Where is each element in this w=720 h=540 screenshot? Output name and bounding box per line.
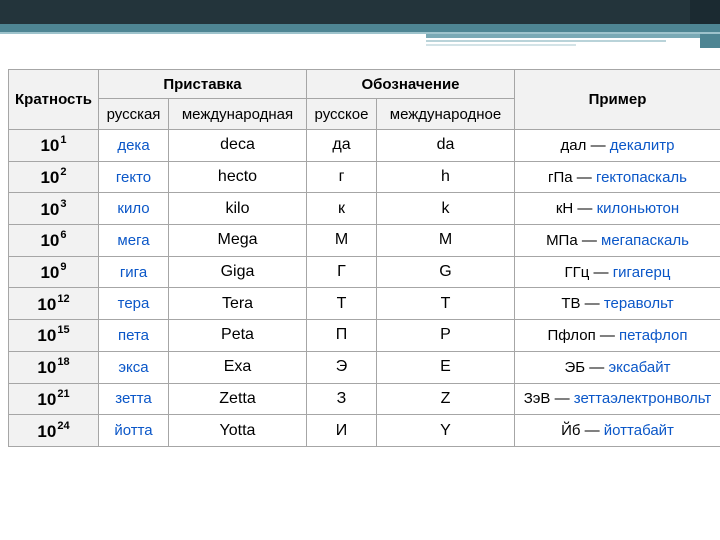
symbol-international: k bbox=[377, 193, 515, 225]
symbol-russian: Т bbox=[307, 288, 377, 320]
header-band-teal bbox=[0, 24, 720, 32]
multiplicity-cell bbox=[9, 383, 99, 415]
table-row bbox=[9, 256, 720, 288]
example-dash: — bbox=[580, 295, 604, 313]
power-base: 10 bbox=[40, 168, 60, 188]
symbol-international: Z bbox=[377, 383, 515, 415]
example-unit-link[interactable]: мегапаскаль bbox=[601, 231, 689, 249]
prefix-international: Peta bbox=[169, 320, 307, 352]
multiplicity-cell bbox=[9, 351, 99, 383]
example-dash: — bbox=[595, 326, 620, 344]
header-russian: русская bbox=[99, 99, 169, 130]
symbol-international: P bbox=[377, 320, 515, 352]
example-cell bbox=[515, 130, 720, 162]
symbol-international: G bbox=[377, 256, 515, 288]
example-symbol: ГГц bbox=[564, 263, 590, 281]
symbol-international: h bbox=[377, 161, 515, 193]
decor-line-2 bbox=[426, 40, 666, 42]
example-cell bbox=[515, 415, 720, 447]
header-russian-symbol: русское bbox=[307, 99, 377, 130]
power-exponent: 9 bbox=[60, 261, 67, 274]
example-symbol: кН bbox=[555, 200, 574, 218]
example-unit-link[interactable]: эксабайт bbox=[608, 358, 671, 376]
prefix-russian-link[interactable]: дека bbox=[99, 130, 169, 162]
example-cell bbox=[515, 320, 720, 352]
example-unit-link[interactable]: йоттабайт bbox=[603, 422, 674, 440]
example-dash: — bbox=[580, 422, 604, 440]
example-symbol: ЗэВ bbox=[523, 390, 551, 408]
example-cell bbox=[515, 351, 720, 383]
symbol-international: da bbox=[377, 130, 515, 162]
power-exponent: 6 bbox=[60, 229, 67, 242]
symbol-russian: г bbox=[307, 161, 377, 193]
prefix-russian-link[interactable]: гекто bbox=[99, 161, 169, 193]
multiplicity-cell bbox=[9, 161, 99, 193]
power-exponent: 24 bbox=[57, 419, 70, 432]
example-cell bbox=[515, 193, 720, 225]
example-cell bbox=[515, 383, 720, 415]
example-dash: — bbox=[550, 390, 574, 408]
symbol-russian: З bbox=[307, 383, 377, 415]
power-base: 10 bbox=[40, 199, 60, 219]
symbol-international: E bbox=[377, 351, 515, 383]
power-base: 10 bbox=[37, 326, 57, 346]
table-row bbox=[9, 383, 720, 415]
example-unit-link[interactable]: зеттаэлектронвольт bbox=[573, 390, 712, 408]
header-multiplicity: Кратность bbox=[9, 70, 99, 130]
header-international: международная bbox=[169, 99, 307, 130]
prefix-russian-link[interactable]: кило bbox=[99, 193, 169, 225]
example-symbol: Пфлоп bbox=[547, 326, 596, 344]
prefix-russian-link[interactable]: гига bbox=[99, 256, 169, 288]
power-base: 10 bbox=[40, 136, 60, 156]
example-dash: — bbox=[589, 263, 613, 281]
symbol-international: M bbox=[377, 225, 515, 257]
multiplicity-cell bbox=[9, 288, 99, 320]
symbol-russian: Г bbox=[307, 256, 377, 288]
slide-header-decoration bbox=[0, 0, 720, 60]
decor-line-1 bbox=[426, 34, 720, 38]
prefix-russian-link[interactable]: йотта bbox=[99, 415, 169, 447]
table-body bbox=[9, 130, 720, 447]
prefix-international: Mega bbox=[169, 225, 307, 257]
example-symbol: дал bbox=[560, 136, 587, 154]
power-exponent: 3 bbox=[60, 197, 67, 210]
decor-line-3 bbox=[426, 44, 576, 46]
example-cell bbox=[515, 288, 720, 320]
power-base: 10 bbox=[40, 263, 60, 283]
symbol-russian: П bbox=[307, 320, 377, 352]
example-unit-link[interactable]: петафлоп bbox=[619, 326, 688, 344]
example-dash: — bbox=[585, 358, 609, 376]
power-base: 10 bbox=[37, 389, 57, 409]
header-band-corner bbox=[690, 0, 720, 24]
example-unit-link[interactable]: гектопаскаль bbox=[595, 168, 687, 186]
symbol-russian: к bbox=[307, 193, 377, 225]
example-dash: — bbox=[586, 136, 610, 154]
symbol-international: Y bbox=[377, 415, 515, 447]
prefix-international: kilo bbox=[169, 193, 307, 225]
prefix-international: deca bbox=[169, 130, 307, 162]
example-cell bbox=[515, 225, 720, 257]
example-dash: — bbox=[577, 231, 602, 249]
example-unit-link[interactable]: гигагерц bbox=[612, 263, 671, 281]
multiplicity-cell bbox=[9, 130, 99, 162]
symbol-russian: М bbox=[307, 225, 377, 257]
prefix-international: Exa bbox=[169, 351, 307, 383]
example-unit-link[interactable]: килоньютон bbox=[596, 200, 680, 218]
header-international-symbol: международное bbox=[377, 99, 515, 130]
prefix-international: Giga bbox=[169, 256, 307, 288]
table-row bbox=[9, 193, 720, 225]
power-exponent: 18 bbox=[57, 356, 70, 369]
prefix-international: Yotta bbox=[169, 415, 307, 447]
header-example: Пример bbox=[515, 70, 720, 130]
prefix-russian-link[interactable]: мега bbox=[99, 225, 169, 257]
multiplicity-cell bbox=[9, 415, 99, 447]
multiplicity-cell bbox=[9, 256, 99, 288]
power-base: 10 bbox=[37, 421, 57, 441]
symbol-russian: Э bbox=[307, 351, 377, 383]
prefix-russian-link[interactable]: пета bbox=[99, 320, 169, 352]
table-header bbox=[9, 70, 720, 130]
power-exponent: 2 bbox=[60, 166, 67, 179]
prefix-international: Zetta bbox=[169, 383, 307, 415]
prefix-international: Tera bbox=[169, 288, 307, 320]
multiplicity-cell bbox=[9, 225, 99, 257]
example-dash: — bbox=[572, 168, 596, 186]
example-symbol: ТВ bbox=[561, 295, 581, 313]
example-cell bbox=[515, 256, 720, 288]
symbol-russian: да bbox=[307, 130, 377, 162]
table-row bbox=[9, 288, 720, 320]
table-row bbox=[9, 415, 720, 447]
header-prefix: Приставка bbox=[99, 70, 307, 99]
example-symbol: МПа bbox=[546, 231, 578, 249]
power-base: 10 bbox=[37, 294, 57, 314]
example-symbol: ЭБ bbox=[564, 358, 586, 376]
prefix-russian-link[interactable]: зетта bbox=[99, 383, 169, 415]
header-designation: Обозначение bbox=[307, 70, 515, 99]
table-row bbox=[9, 130, 720, 162]
table-row bbox=[9, 351, 720, 383]
example-unit-link[interactable]: теравольт bbox=[603, 295, 674, 313]
multiplicity-cell bbox=[9, 193, 99, 225]
table-row bbox=[9, 161, 720, 193]
power-base: 10 bbox=[37, 358, 57, 378]
table-row bbox=[9, 225, 720, 257]
header-band-dark bbox=[0, 0, 720, 24]
symbol-russian: И bbox=[307, 415, 377, 447]
decor-block-right bbox=[700, 34, 720, 48]
example-symbol: гПа bbox=[548, 168, 573, 186]
power-exponent: 15 bbox=[57, 324, 70, 337]
prefix-russian-link[interactable]: тера bbox=[99, 288, 169, 320]
example-dash: — bbox=[573, 200, 597, 218]
example-cell bbox=[515, 161, 720, 193]
symbol-international: T bbox=[377, 288, 515, 320]
example-unit-link[interactable]: декалитр bbox=[609, 136, 675, 154]
multiplicity-cell bbox=[9, 320, 99, 352]
si-prefix-table bbox=[8, 69, 720, 447]
prefix-russian-link[interactable]: экса bbox=[99, 351, 169, 383]
power-exponent: 21 bbox=[57, 387, 70, 400]
example-symbol: Йб bbox=[561, 422, 581, 440]
prefix-international: hecto bbox=[169, 161, 307, 193]
power-base: 10 bbox=[40, 231, 60, 251]
table-row bbox=[9, 320, 720, 352]
power-exponent: 1 bbox=[60, 134, 67, 147]
power-exponent: 12 bbox=[57, 292, 70, 305]
